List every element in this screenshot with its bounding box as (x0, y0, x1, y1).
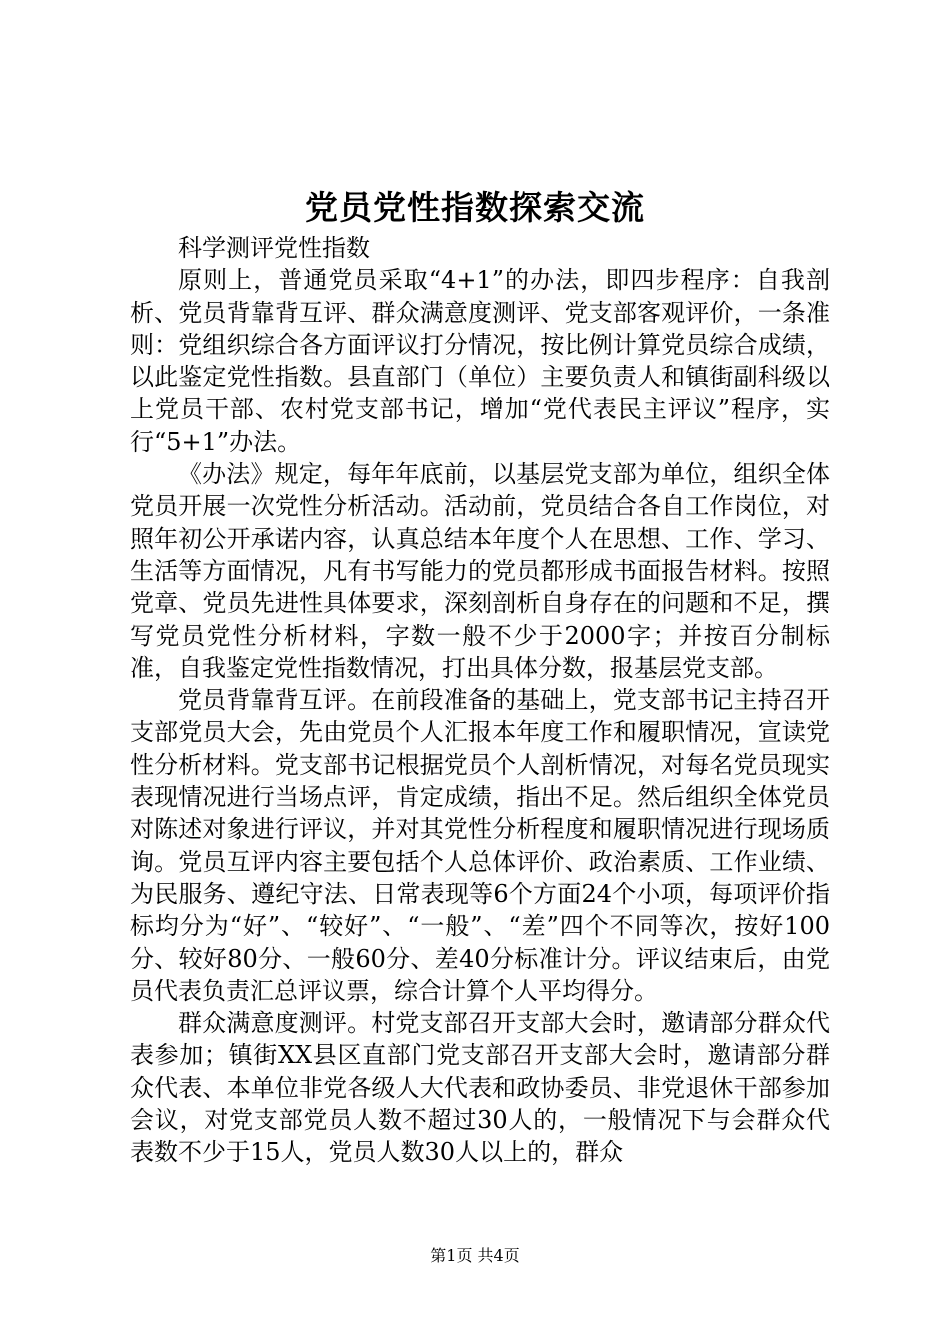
document-title: 党员党性指数探索交流 (305, 188, 645, 227)
document-body (130, 232, 830, 1169)
paragraph-self-analysis: 《办法》规定，每年年底前，以基层党支部为单位，组织全体党员开展一次党性分析活动。活动前，党员结合各自工作岗位，对照年初公开承诺内容，认真总结本年度个人在思想、工作、学习、生活等方面情况，凡有书写能力的党员都形成书面报告材料。按照党章、党员先进性具体要求，深刻剖析自身存在的问题和不足，撰写党员党性分析材料，字数一般不少于2000字；并按百分制标准，自我鉴定党性指数情况，打出具体分数，报基层党支部。 (130, 460, 830, 682)
paragraph-public-satisfaction: 群众满意度测评。村党支部召开支部大会时，邀请部分群众代表参加；镇街XX县区直部门党支部召开支部大会时，邀请部分群众代表、本单位非党各级人大代表和政协委员、非党退休干部参加会议，对党支部党员人数不超过30人的，一般情况下与会群众代表数不少于15人，党员人数30人以上的，群众 (130, 1009, 830, 1167)
paragraph-peer-review: 党员背靠背互评。在前段准备的基础上，党支部书记主持召开支部党员大会，先由党员个人汇报本年度工作和履职情况，宣读党性分析材料。党支部书记根据党员个人剖析情况，对每名党员现实表现情况进行当场点评，肯定成绩，指出不足。然后组织全体党员对陈述对象进行评议，并对其党性分析程度和履职情况进行现场质询。党员互评内容主要包括个人总体评价、政治素质、工作业绩、为民服务、遵纪守法、日常表现等6个方面24个小项，每项评价指标均分为“好”、“较好”、“一般”、“差”四个不同等次，按好100分、较好80分、一般60分、差40分标准计分。评议结束后，由党员代表负责汇总评议票，综合计算个人平均得分。 (130, 686, 830, 1005)
page-number-footer: 第1页 共4页 (430, 1246, 520, 1265)
paragraph-section-heading: 科学测评党性指数 (178, 234, 370, 262)
paragraph-principle: 原则上，普通党员采取“4+1”的办法，即四步程序：自我剖析、党员背靠背互评、群众满意度测评、党支部客观评价，一条准则：党组织综合各方面评议打分情况，按比例计算党员综合成绩，以此鉴定党性指数。县直部门（单位）主要负责人和镇街副科级以上党员干部、农村党支部书记，增加“党代表民主评议”程序，实行“5+1”办法。 (130, 266, 830, 456)
